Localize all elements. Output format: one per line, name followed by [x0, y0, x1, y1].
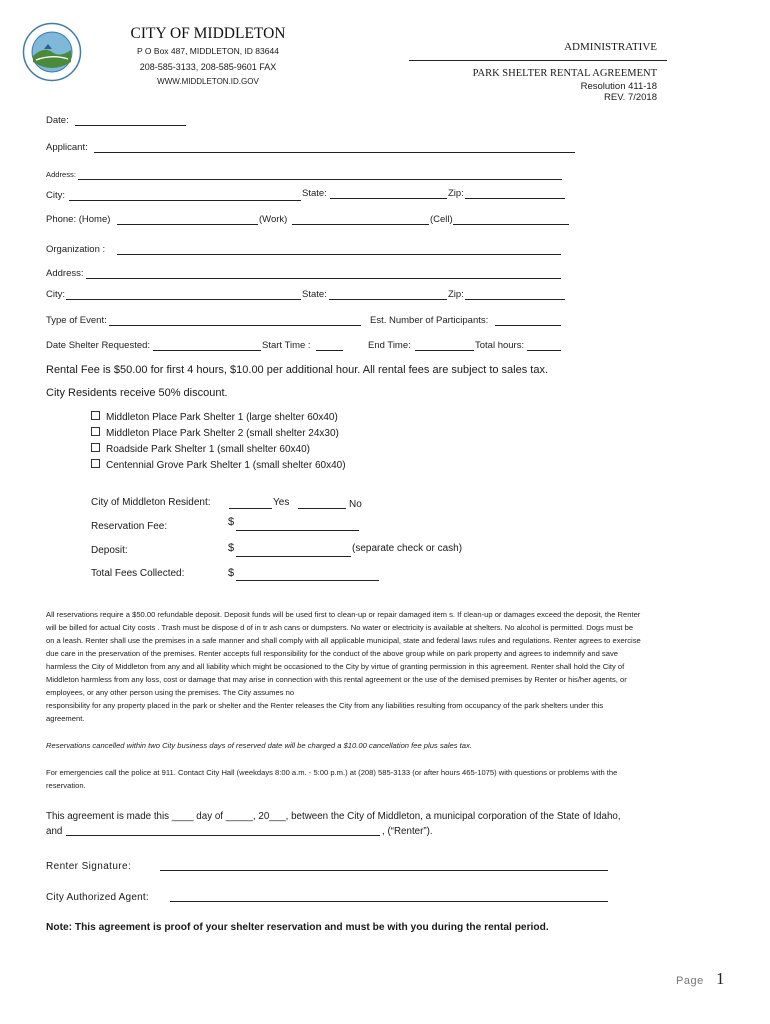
- org-state-field[interactable]: [329, 287, 447, 300]
- department-label: ADMINISTRATIVE: [564, 41, 657, 53]
- phone-home-field[interactable]: [117, 212, 258, 225]
- resident-discount-text: City Residents receive 50% discount.: [46, 387, 228, 399]
- page-label: Page: [676, 975, 704, 987]
- city-label: City:: [46, 190, 65, 201]
- shelter-option[interactable]: Middleton Place Park Shelter 2 (small shelter 24x30): [91, 427, 339, 439]
- city-field[interactable]: [69, 188, 301, 201]
- address-field[interactable]: [78, 167, 562, 180]
- phone-work-label: (Work): [259, 214, 288, 225]
- city-address: P O Box 487, MIDDLETON, ID 83644: [137, 46, 279, 56]
- event-type-label: Type of Event:: [46, 315, 107, 326]
- checkbox-icon[interactable]: [91, 411, 100, 420]
- event-type-field[interactable]: [109, 313, 361, 326]
- phone-work-field[interactable]: [292, 212, 429, 225]
- zip-label: Zip:: [448, 188, 464, 199]
- deposit-label: Deposit:: [91, 545, 128, 556]
- org-city-label: City:: [46, 289, 65, 300]
- phone-cell-label: (Cell): [430, 214, 453, 225]
- deposit-dollar: $: [228, 542, 235, 554]
- total-fees-field[interactable]: [236, 568, 379, 581]
- reservation-fee-label: Reservation Fee:: [91, 521, 168, 532]
- revision-date: REV. 7/2018: [604, 92, 657, 103]
- org-address-field[interactable]: [86, 266, 561, 279]
- resident-label: City of Middleton Resident:: [91, 497, 211, 508]
- renter-suffix: , (“Renter”).: [382, 826, 433, 837]
- participants-field[interactable]: [495, 313, 561, 326]
- city-name: CITY OF MIDDLETON: [130, 25, 286, 42]
- date-label: Date:: [46, 115, 69, 126]
- phone-home-label: Phone: (Home): [46, 214, 111, 225]
- organization-field[interactable]: [117, 242, 561, 255]
- shelter-option[interactable]: Roadside Park Shelter 1 (small shelter 60x40): [91, 443, 310, 455]
- shelter-option[interactable]: Centennial Grove Park Shelter 1 (small shelter 60x40): [91, 459, 346, 471]
- total-fees-dollar: $: [228, 567, 235, 579]
- separate-check-note: (separate check or cash): [352, 543, 463, 554]
- zip-field[interactable]: [465, 186, 565, 199]
- date-field[interactable]: [75, 113, 186, 126]
- checkbox-icon[interactable]: [91, 427, 100, 436]
- total-hours-field[interactable]: [527, 338, 561, 351]
- org-address-label: Address:: [46, 268, 84, 279]
- organization-label: Organization :: [46, 244, 106, 255]
- form-title: PARK SHELTER RENTAL AGREEMENT: [472, 68, 657, 79]
- city-agent-field[interactable]: [170, 889, 608, 902]
- renter-signature-label: Renter Signature:: [46, 861, 132, 872]
- city-phone: 208-585-3133, 208-585-9601 FAX: [139, 62, 277, 72]
- shelter-option[interactable]: Middleton Place Park Shelter 1 (large shelter 60x40): [91, 411, 338, 423]
- total-hours-label: Total hours:: [475, 340, 525, 351]
- resident-yes-label: Yes: [273, 497, 290, 508]
- org-zip-field[interactable]: [465, 287, 565, 300]
- header-rule: [409, 60, 667, 61]
- deposit-field[interactable]: [236, 544, 351, 557]
- rental-fee-text: Rental Fee is $50.00 for first 4 hours, $10.00 per additional hour. All rental fees are subject to sales tax.: [46, 364, 549, 376]
- date-requested-label: Date Shelter Requested:: [46, 340, 151, 351]
- state-label: State:: [302, 188, 327, 199]
- org-city-field[interactable]: [66, 287, 301, 300]
- renter-name-label: and: [46, 826, 63, 837]
- agreement-sentence: This agreement is made this ____ day of _____, 20___, between the City of Middleton, a municipal corporation of the State of Idaho,: [46, 811, 621, 822]
- emergency-contact: For emergencies call the police at 911. Contact City Hall (weekdays 8:00 a.m. - 5:00 p.m.) at (208) 585-3133 (or after hours 465-1075) with questions or problems with the reservation.: [46, 768, 618, 790]
- resident-yes-field[interactable]: [229, 496, 272, 509]
- reservation-fee-field[interactable]: [236, 518, 359, 531]
- start-time-label: Start Time :: [262, 340, 311, 351]
- address-label: Address:: [46, 170, 76, 179]
- resident-no-label: No: [349, 499, 362, 510]
- cancellation-policy: Reservations cancelled within two City business days of reserved date will be charged a $10.00 cancellation fee plus sales tax.: [46, 741, 472, 750]
- reservation-note: Note: This agreement is proof of your shelter reservation and must be with you during the rental period.: [46, 922, 549, 933]
- phone-cell-field[interactable]: [453, 212, 569, 225]
- terms-paragraph: All reservations require a $50.00 refundable deposit. Deposit funds will be used first to clean-up or repair damaged item s. If clean-up or damages exceed the deposit, the Renter will be billed for actual City costs . Trash must be dispose d of in tr ash cans or dumpsters. No water or electricity is available at shelters. No alcohol is permitted. Dogs must be on a leash. Renter shall use the premises in a safe manner and shall comply with all applicable municipal, state and federal laws rules and regulations. Renter agrees to exercise due care in the preservation of the premises. Renter accepts full responsibility for the conduct of the above group while on park property and agrees to indemnify and save harmless the City of Middleton from any and all liability which might be occasioned to the City by virtue of granting permission in this agreement. Renter shall hold the City of Middleton harmless from any loss, cost or damage that may arise in connection with this rental agreement or the use of the demised premises by Renter or his/her agents, or employees, or any other person using the premises. The City assumes no responsibility for any property placed in the park or shelter and the Renter releases the City from any liabilities resulting from occupancy of the park shelters under this agreement.: [46, 610, 641, 723]
- org-zip-label: Zip:: [448, 289, 464, 300]
- applicant-label: Applicant:: [46, 142, 88, 153]
- page-number: 1: [716, 969, 725, 988]
- total-fees-label: Total Fees Collected:: [91, 568, 185, 579]
- date-requested-field[interactable]: [153, 338, 261, 351]
- participants-label: Est. Number of Participants:: [370, 315, 489, 326]
- checkbox-icon[interactable]: [91, 443, 100, 452]
- resolution-number: Resolution 411-18: [580, 81, 657, 92]
- reservation-fee-dollar: $: [228, 516, 235, 528]
- checkbox-icon[interactable]: [91, 459, 100, 468]
- end-time-label: End Time:: [368, 340, 411, 351]
- renter-name-field[interactable]: [66, 823, 380, 836]
- renter-signature-field[interactable]: [160, 858, 608, 871]
- resident-no-field[interactable]: [298, 496, 346, 509]
- org-state-label: State:: [302, 289, 327, 300]
- city-website: WWW.MIDDLETON.ID.GOV: [157, 77, 259, 86]
- state-field[interactable]: [330, 186, 447, 199]
- start-time-field[interactable]: [316, 338, 343, 351]
- end-time-field[interactable]: [415, 338, 474, 351]
- city-agent-label: City Authorized Agent:: [46, 892, 149, 903]
- applicant-field[interactable]: [94, 140, 575, 153]
